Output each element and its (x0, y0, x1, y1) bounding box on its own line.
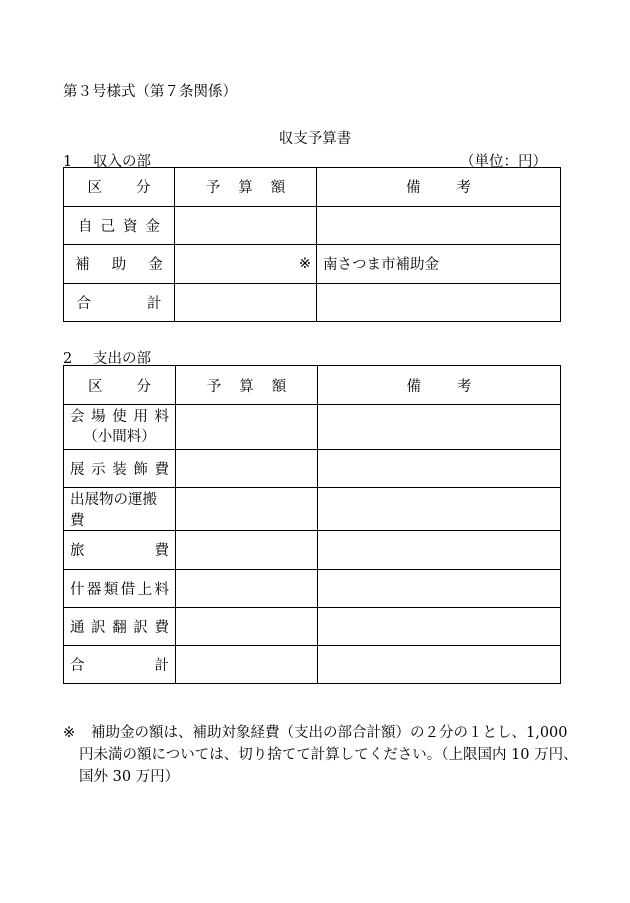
expense-budget-cell[interactable] (176, 488, 318, 531)
income-row-label: 補 助 金 (64, 245, 175, 284)
income-row-self-funds (64, 206, 561, 245)
expense-header-category: 区 分 (64, 366, 176, 405)
expense-remarks-cell[interactable] (318, 646, 561, 684)
footnote-line-3: 国外 30 万円） (79, 769, 180, 785)
expense-row-label: 什 器 類 借 上 料 (64, 569, 176, 607)
expense-budget-cell[interactable] (176, 646, 318, 684)
expense-row-label: 展 示 装 飾 費 (64, 450, 176, 488)
expense-row-transport (64, 488, 561, 531)
expense-remarks-cell[interactable] (318, 450, 561, 488)
note-mark: ※ (298, 255, 311, 272)
income-section-number: 1 (63, 154, 73, 170)
expense-section-label: 支出の部 (93, 351, 151, 367)
expense-row-label: 旅 費 (64, 531, 176, 569)
expense-header-budget: 予 算 額 (176, 366, 318, 405)
expense-budget-cell[interactable] (176, 405, 318, 450)
expense-header-remarks: 備 考 (318, 366, 561, 405)
expense-remarks-cell[interactable] (318, 531, 561, 569)
expense-remarks-cell[interactable] (318, 405, 561, 450)
expense-remarks-cell[interactable] (318, 569, 561, 607)
income-budget-cell[interactable] (175, 206, 317, 245)
expense-row-fixtures (64, 569, 561, 607)
income-remarks-cell[interactable] (317, 283, 561, 322)
expense-remarks-cell[interactable] (318, 488, 561, 531)
expense-row-label: 出展物の運搬費 (64, 488, 176, 531)
form-number: 第３号様式（第７条関係） (63, 84, 237, 100)
expense-row-venue (64, 405, 561, 450)
venue-sublabel: （小間料） (83, 429, 156, 445)
expense-row-translation (64, 607, 561, 645)
expense-table (63, 365, 561, 684)
expense-row-display (64, 450, 561, 488)
footnote-mark: ※ (63, 725, 76, 741)
income-header-budget: 予 算 額 (175, 168, 317, 207)
expense-row-total (64, 646, 561, 684)
income-section-label: 収入の部 (93, 154, 151, 170)
expense-row-label: 合 計 (64, 646, 176, 684)
expense-section-number: 2 (63, 351, 73, 367)
expense-budget-cell[interactable] (176, 531, 318, 569)
expense-remarks-cell[interactable] (318, 607, 561, 645)
expense-budget-cell[interactable] (176, 450, 318, 488)
expense-header-row (64, 366, 561, 405)
income-header-remarks: 備 考 (317, 168, 561, 207)
footnote-line-2: 円未満の額については、切り捨てて計算してください。（上限国内 10 万円、 (79, 747, 578, 763)
income-remarks-cell[interactable] (317, 206, 561, 245)
expense-row-label: 通 訳 翻 訳 費 (64, 607, 176, 645)
footnote (63, 722, 578, 788)
unit-label: （単位：円） (460, 154, 547, 170)
expense-row-travel (64, 531, 561, 569)
income-table (63, 167, 561, 322)
income-budget-cell[interactable] (175, 283, 317, 322)
income-remarks-cell[interactable] (317, 245, 561, 284)
document-title: 収支予算書 (278, 131, 352, 147)
income-header-category: 区 分 (64, 168, 175, 207)
footnote-line-1: 補助金の額は、補助対象経費（支出の部合計額）の２分の１とし、1,000 (91, 725, 568, 741)
income-row-label: 合 計 (64, 283, 175, 322)
expense-budget-cell[interactable] (176, 569, 318, 607)
income-row-label: 自 己 資 金 (64, 206, 175, 245)
expense-row-label: 会 場 使 用 料 （小間料） (64, 405, 176, 450)
income-row-total (64, 283, 561, 322)
income-budget-cell[interactable] (175, 245, 317, 284)
expense-budget-cell[interactable] (176, 607, 318, 645)
income-header-row (64, 168, 561, 207)
income-row-subsidy (64, 245, 561, 284)
subsidy-note: 南さつま市補助金 (323, 257, 439, 274)
